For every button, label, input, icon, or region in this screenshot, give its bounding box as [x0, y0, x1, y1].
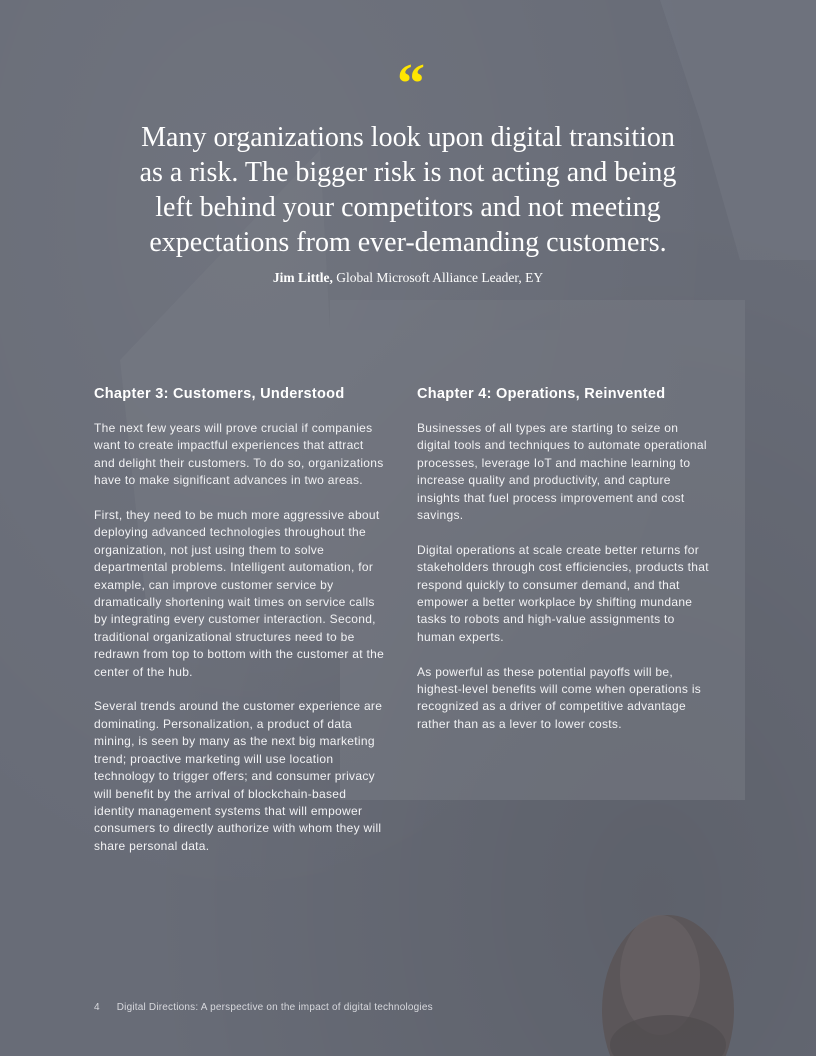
quote-mark-icon: “ [397, 53, 419, 115]
page-footer [94, 1002, 433, 1013]
footer-title: Digital Directions: A perspective on the impact of digital technologies [116, 1002, 433, 1013]
chapter-3-heading: Chapter 3: Customers, Understood [94, 386, 345, 402]
chapter-4-heading: Chapter 4: Operations, Reinvented [417, 386, 666, 402]
chapter-3-paragraph: Several trends around the customer experience are dominating. Personalization, a product of data mining, is seen by many as the next big marketing trend; proactive marketing will use location technology to trigger offers; and consumer privacy will benefit by the arrival of blockchain-based identity management systems that will empower consumers to directly authorize with whom they will share personal data. [94, 699, 383, 853]
chapter-4-column [417, 386, 709, 751]
chapter-3-paragraph: The next few years will prove crucial if companies want to create impactful experiences that attract and delight their customers. To do so, organizations have to make significant advances in two areas. [94, 421, 384, 488]
chapter-4-paragraph: Digital operations at scale create better returns for stakeholders through cost efficiencies, products that respond quickly to consumer demand, and that empower a better workplace by shifting mundane tasks to robots and high-value assignments to human experts. [417, 542, 709, 644]
quote-author: Jim Little, [272, 270, 333, 285]
page-number: 4 [94, 1002, 100, 1013]
quote-author-role: Global Microsoft Alliance Leader, EY [336, 270, 544, 285]
quote-attribution [70, 270, 746, 286]
pull-quote [70, 53, 746, 286]
chapter-4-paragraph: As powerful as these potential payoffs will be, highest-level benefits will come when operations is recognized as a driver of competitive advantage rather than as a lever to lower costs. [417, 664, 702, 731]
chapter-3-paragraph: First, they need to be much more aggressive about deploying advanced technologies throughout the organization, not just using them to solve departmental problems. Intelligent automation, for example, can improve customer service by dramatically shortening wait times on service calls by integrating every customer interaction. Second, traditional organizational structures need to be redrawn from top to bottom with the customer at the center of the hub. [94, 508, 385, 679]
shoe-image [602, 915, 734, 1056]
quote-text: Many organizations look upon digital transition as a risk. The bigger risk is not acting and being left behind your competitors and not meeting expectations from ever-demanding customers. [139, 122, 677, 258]
chapter-3-column [94, 386, 386, 873]
chapter-4-paragraph: Businesses of all types are starting to seize on digital tools and techniques to automate operational processes, leverage IoT and machine learning to increase quality and productivity, and capture insights that fuel process improvement and cost savings. [417, 421, 707, 523]
